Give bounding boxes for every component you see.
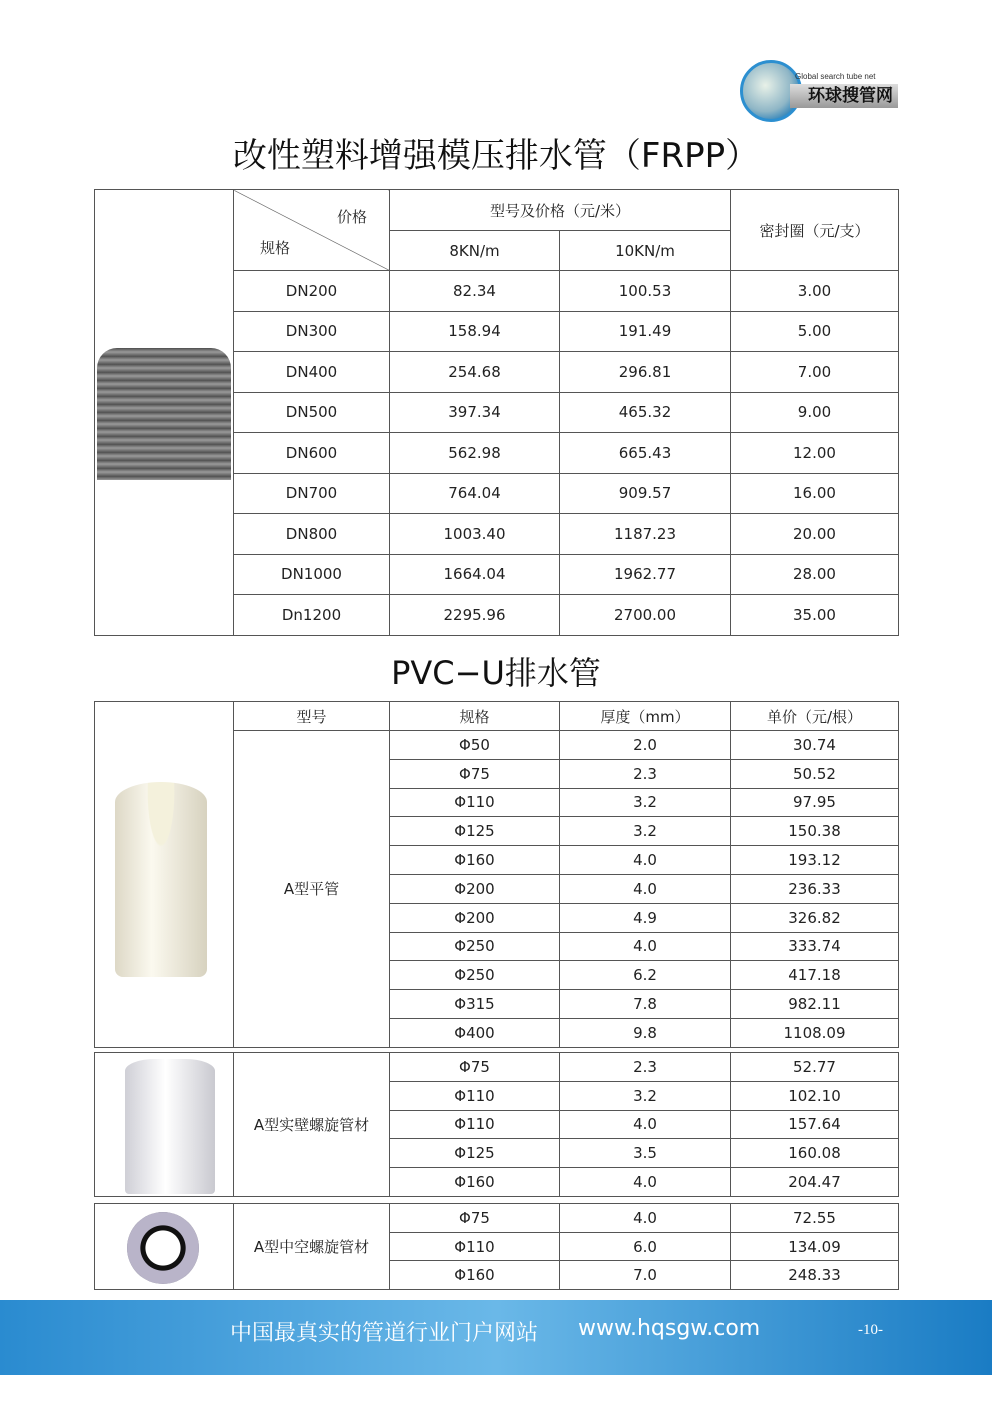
footer-banner	[0, 1300, 992, 1375]
seal-header: 密封圈（元/支）	[731, 190, 899, 271]
pvcu-title: PVC−U排水管	[391, 654, 601, 692]
price-10kn-cell: 100.53	[560, 271, 731, 312]
unit-price-cell: 417.18	[731, 961, 899, 990]
unit-price-cell: 248.33	[731, 1261, 899, 1290]
table-row	[95, 1053, 899, 1082]
spec-cell: DN1000	[234, 554, 390, 595]
thickness-cell: 4.0	[560, 1204, 731, 1233]
spec-cell: Φ75	[390, 1204, 560, 1233]
thickness-cell: 9.8	[560, 1018, 731, 1047]
price-10kn-cell: 665.43	[560, 433, 731, 474]
thickness-cell: 4.0	[560, 846, 731, 875]
price-10kn-cell: 909.57	[560, 473, 731, 514]
footer-url: www.hqsgw.com	[578, 1316, 761, 1341]
price-10kn-cell: 296.81	[560, 352, 731, 393]
price-8kn-cell: 158.94	[390, 311, 560, 352]
thickness-cell: 4.0	[560, 874, 731, 903]
spec-cell: Φ50	[390, 731, 560, 760]
spec-cell: Φ75	[390, 759, 560, 788]
unit-price-cell: 102.10	[731, 1081, 899, 1110]
spec-label: 规格	[260, 239, 291, 257]
spec-cell: Φ250	[390, 932, 560, 961]
spec-cell: DN800	[234, 514, 390, 555]
spec-cell: Φ75	[390, 1053, 560, 1082]
model-header: 型号	[234, 702, 390, 731]
seal-price-cell: 9.00	[731, 392, 899, 433]
footer-slogan: 中国最真实的管道行业门户网站	[230, 1321, 539, 1346]
thickness-cell: 4.9	[560, 903, 731, 932]
thickness-cell: 6.2	[560, 961, 731, 990]
price-8kn-cell: 764.04	[390, 473, 560, 514]
pvc-pipe-image	[95, 702, 234, 1048]
thickness-header: 厚度（mm）	[560, 702, 731, 731]
price-8kn-cell: 82.34	[390, 271, 560, 312]
unit-price-cell: 982.11	[731, 990, 899, 1019]
unit-price-cell: 236.33	[731, 874, 899, 903]
model-cell: A型平管	[234, 731, 390, 1048]
thickness-cell: 4.0	[560, 932, 731, 961]
thickness-cell: 6.0	[560, 1232, 731, 1261]
spec-cell: Φ160	[390, 846, 560, 875]
spec-cell: Φ125	[390, 817, 560, 846]
spec-cell: Φ110	[390, 1081, 560, 1110]
spec-cell: DN400	[234, 352, 390, 393]
model-cell: A型实壁螺旋管材	[234, 1053, 390, 1197]
seal-price-cell: 7.00	[731, 352, 899, 393]
unit-price-cell: 193.12	[731, 846, 899, 875]
spec-cell: Φ110	[390, 1110, 560, 1139]
price-8kn-cell: 1003.40	[390, 514, 560, 555]
seal-price-cell: 5.00	[731, 311, 899, 352]
hollow-pipe-image	[95, 1204, 234, 1290]
price-8kn-cell: 2295.96	[390, 595, 560, 636]
unit-price-cell: 52.77	[731, 1053, 899, 1082]
price-label: 价格	[336, 208, 367, 226]
spiral-pipe-image	[95, 1053, 234, 1197]
spec-cell: Φ315	[390, 990, 560, 1019]
10kn-header: 10KN/m	[560, 231, 731, 271]
unit-price-cell: 150.38	[731, 817, 899, 846]
spec-cell: DN600	[234, 433, 390, 474]
thickness-cell: 3.5	[560, 1139, 731, 1168]
page-number: -10-	[858, 1322, 883, 1338]
spec-cell: Φ110	[390, 1232, 560, 1261]
thickness-cell: 2.3	[560, 759, 731, 788]
seal-price-cell: 12.00	[731, 433, 899, 474]
thickness-cell: 7.0	[560, 1261, 731, 1290]
logo	[735, 52, 900, 130]
price-10kn-cell: 1187.23	[560, 514, 731, 555]
spec-cell: Φ250	[390, 961, 560, 990]
spec-cell: DN500	[234, 392, 390, 433]
spec-cell: Φ400	[390, 1018, 560, 1047]
model-cell: A型中空螺旋管材	[234, 1204, 390, 1290]
price-8kn-cell: 562.98	[390, 433, 560, 474]
unit-price-cell: 333.74	[731, 932, 899, 961]
diagonal-header-cell	[234, 190, 390, 271]
seal-price-cell: 20.00	[731, 514, 899, 555]
unit-price-cell: 30.74	[731, 731, 899, 760]
unit-price-cell: 72.55	[731, 1204, 899, 1233]
thickness-cell: 2.0	[560, 731, 731, 760]
thickness-cell: 2.3	[560, 1053, 731, 1082]
spec-cell: Φ200	[390, 903, 560, 932]
price-10kn-cell: 191.49	[560, 311, 731, 352]
spec-cell: DN700	[234, 473, 390, 514]
pvcu-hollow-spiral-table	[94, 1203, 899, 1290]
unit-price-cell: 157.64	[731, 1110, 899, 1139]
price-10kn-cell: 465.32	[560, 392, 731, 433]
pvcu-flat-table	[94, 701, 899, 1048]
spec-cell: Dn1200	[234, 595, 390, 636]
pvcu-solid-spiral-table	[94, 1052, 899, 1197]
thickness-cell: 3.2	[560, 788, 731, 817]
thickness-cell: 4.0	[560, 1110, 731, 1139]
frpp-pipe-image	[95, 190, 234, 636]
seal-price-cell: 3.00	[731, 271, 899, 312]
unit-price-cell: 134.09	[731, 1232, 899, 1261]
unit-price-cell: 326.82	[731, 903, 899, 932]
thickness-cell: 3.2	[560, 817, 731, 846]
seal-price-cell: 16.00	[731, 473, 899, 514]
frpp-title: 改性塑料增强模压排水管（FRPP）	[232, 136, 760, 176]
spec-cell: Φ160	[390, 1261, 560, 1290]
spec-cell: DN200	[234, 271, 390, 312]
price-8kn-cell: 254.68	[390, 352, 560, 393]
logo-chinese: 环球搜管网	[790, 84, 898, 108]
spec-cell: Φ200	[390, 874, 560, 903]
price-10kn-cell: 1962.77	[560, 554, 731, 595]
thickness-cell: 3.2	[560, 1081, 731, 1110]
unit-price-cell: 50.52	[731, 759, 899, 788]
unit-price-cell: 97.95	[731, 788, 899, 817]
unit-price-cell: 1108.09	[731, 1018, 899, 1047]
price-8kn-cell: 397.34	[390, 392, 560, 433]
spec-header: 规格	[390, 702, 560, 731]
table-row	[95, 1204, 899, 1233]
thickness-cell: 7.8	[560, 990, 731, 1019]
seal-price-cell: 35.00	[731, 595, 899, 636]
unit-price-cell: 160.08	[731, 1139, 899, 1168]
logo-english: Global search tube net	[795, 72, 876, 81]
spec-cell: DN300	[234, 311, 390, 352]
frpp-price-table	[94, 189, 899, 636]
seal-price-cell: 28.00	[731, 554, 899, 595]
price-header: 单价（元/根）	[731, 702, 899, 731]
spec-cell: Φ160	[390, 1168, 560, 1197]
unit-price-cell: 204.47	[731, 1168, 899, 1197]
spec-cell: Φ110	[390, 788, 560, 817]
spec-cell: Φ125	[390, 1139, 560, 1168]
price-8kn-cell: 1664.04	[390, 554, 560, 595]
model-price-header: 型号及价格（元/米）	[390, 190, 731, 231]
price-10kn-cell: 2700.00	[560, 595, 731, 636]
8kn-header: 8KN/m	[390, 231, 560, 271]
thickness-cell: 4.0	[560, 1168, 731, 1197]
